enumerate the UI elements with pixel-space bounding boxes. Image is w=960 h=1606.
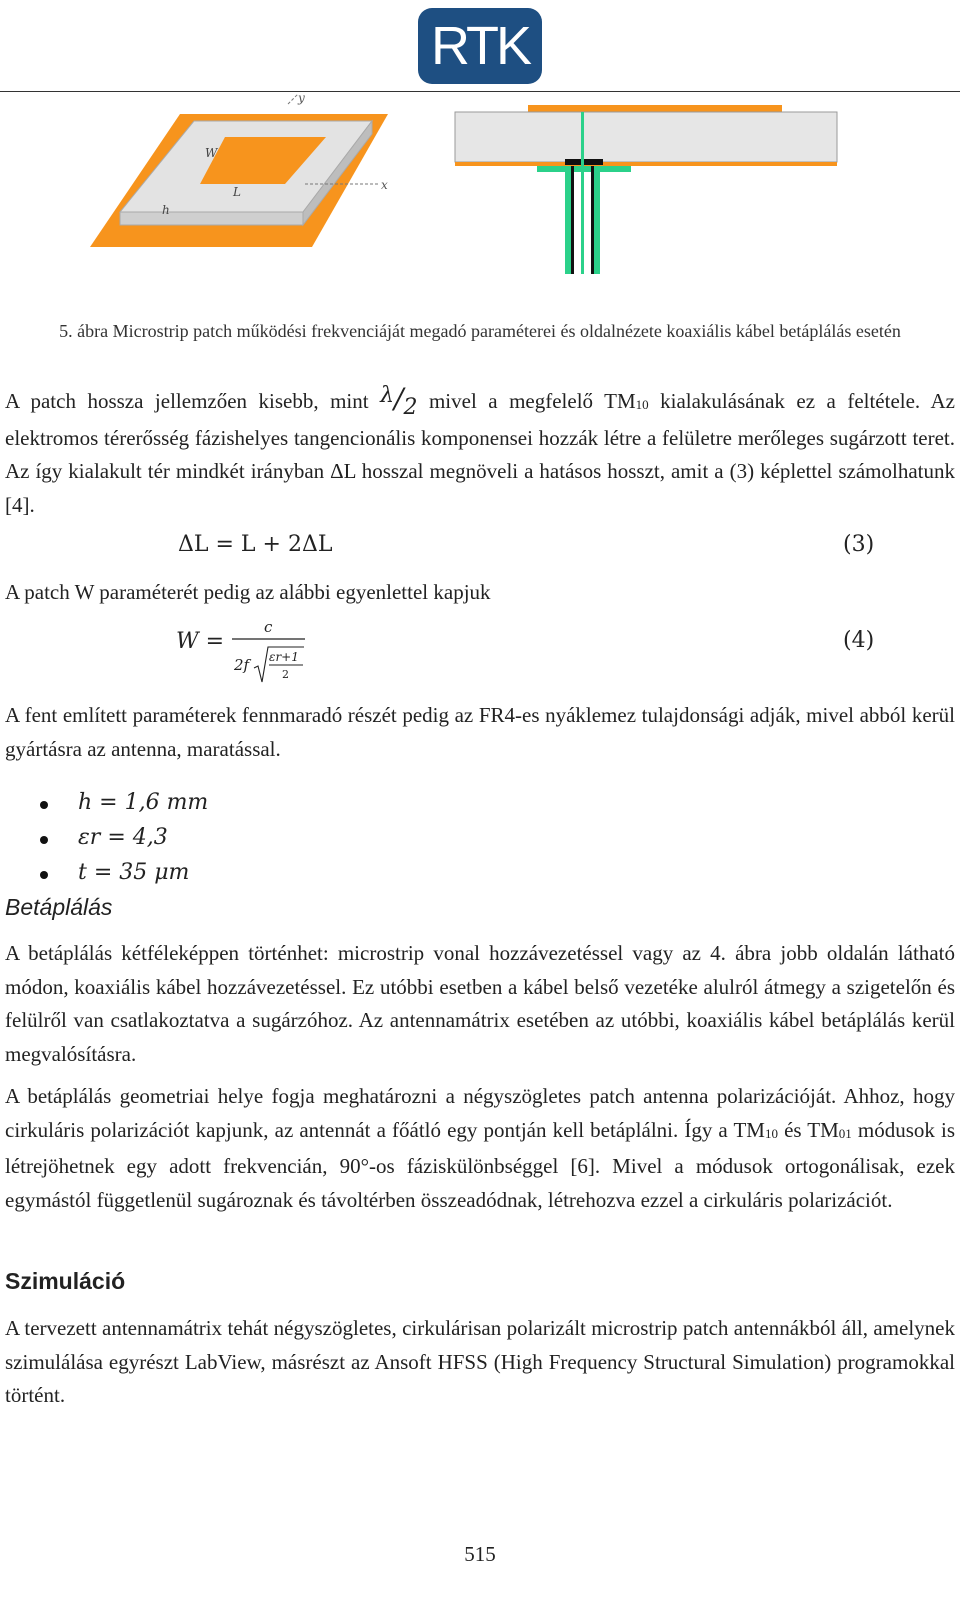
eq4-root-den: 2 — [282, 668, 289, 681]
paragraph-patch-length: A patch hossza jellemzően kisebb, mint λ/2 mivel a megfelelő TM10 kialakulásának ez a feltétele. Az elektromos térerősség fázishelyes tangencionális komponensei hozzák létre a felületre merőleges sugárzott teret. Az így kialakult tér mindkét irányban ΔL hosszal megnöveli a hatásos hosszt, amit a (3) képlettel számolhatunk [4]. — [5, 382, 955, 517]
coax-pin — [581, 112, 584, 274]
coax-side-diagram — [455, 105, 837, 274]
paragraph-simulation: A tervezett antennamátrix tehát négyszögletes, cirkulárisan polarizált microstrip patch antennákból áll, amelynek szimulálása egyrészt LabView, másrészt az Ansoft HFSS (High Frequency Structural Simulation) programokkal történt. — [5, 1316, 955, 1407]
equation-3: ΔL = L + 2ΔL — [178, 532, 333, 557]
equation-4-number: (4) — [843, 628, 875, 653]
label-L: L — [233, 185, 241, 199]
paragraph-polarization: A betáplálás geometriai helye fogja meghatározni a négyszögletes patch antenna polarizációját. Ahhoz, hogy cirkuláris polarizációt kapjunk, az antennát a főátló egy pontján kell betáplálni. Így a TM10 és TM01 módusok is létrejöhetnek egy adott frekvencián, 90°-os fáziskülönbséggel [6]. Mivel a módusok ortogonálisak, ezek egymástól függetlenül sugároznak és távoltérben összeadódnak, létrehozva ezzel a cirkuláris polarizációt. — [5, 1084, 956, 1212]
label-x: x — [381, 178, 388, 192]
param-er: εr = 4,3 — [40, 825, 208, 860]
paragraph-patch-w: A patch W paraméterét pedig az alábbi egyenlettel kapjuk — [5, 580, 491, 604]
figure-caption: 5. ábra Microstrip patch működési frekvenciáját megadó paraméterei és oldalnézete koaxiális kábel betáplálás esetén — [59, 321, 901, 341]
heading-feeding: Betáplálás — [5, 894, 113, 920]
rtk-logo-text: RTK — [430, 16, 530, 76]
param-t: t = 35 μm — [40, 860, 208, 895]
label-y: y — [298, 92, 305, 105]
equation-3-number: (3) — [843, 532, 875, 557]
heading-simulation: Szimuláció — [5, 1268, 126, 1294]
y-axis-line — [288, 94, 298, 104]
patch-top-strip — [528, 105, 782, 112]
substrate-side-view — [455, 112, 837, 162]
coax-outer-right — [594, 166, 600, 274]
eq4-den-prefix: 2f — [234, 656, 250, 674]
substrate-front — [120, 212, 303, 225]
ground-strip — [455, 162, 837, 166]
eq4-numerator: c — [264, 618, 273, 636]
lambda-over-two: λ/2 — [380, 382, 418, 420]
equation-4 — [170, 612, 320, 688]
patch-3d-diagram — [90, 92, 388, 247]
coax-inner-right — [591, 166, 594, 274]
page-number: 515 — [464, 1542, 496, 1566]
eq4-root-num: εr+1 — [269, 650, 299, 664]
label-h: h — [162, 203, 170, 217]
coax-outer-left — [565, 166, 571, 274]
param-h: h = 1,6 mm — [40, 790, 208, 825]
paragraph-feeding-methods: A betáplálás kétféleképpen történhet: microstrip vonal hozzávezetéssel vagy az 4. ábra jobb oldalán látható módon, koaxiális kábel hozzávezetéssel. Ez utóbbi esetben a kábel belső vezetéke alulról átmegy a szigetelőn és felülről van csatlakoztatva a sugárzóhoz. Az antennamátrix esetében az utóbbi, koaxiális kábel betáplálás kerül megvalósításra. — [5, 941, 955, 1066]
eq4-lhs: W = — [176, 629, 225, 654]
label-W: W — [205, 146, 218, 160]
antenna-figure — [0, 92, 960, 287]
paragraph-fr4: A fent említett paraméterek fennmaradó részét pedig az FR4-es nyáklemez tulajdonsági adják, mivel abból kerül gyártásra az antenna, maratással. — [5, 703, 955, 761]
coax-inner-left — [571, 166, 574, 274]
parameter-list — [40, 790, 208, 895]
